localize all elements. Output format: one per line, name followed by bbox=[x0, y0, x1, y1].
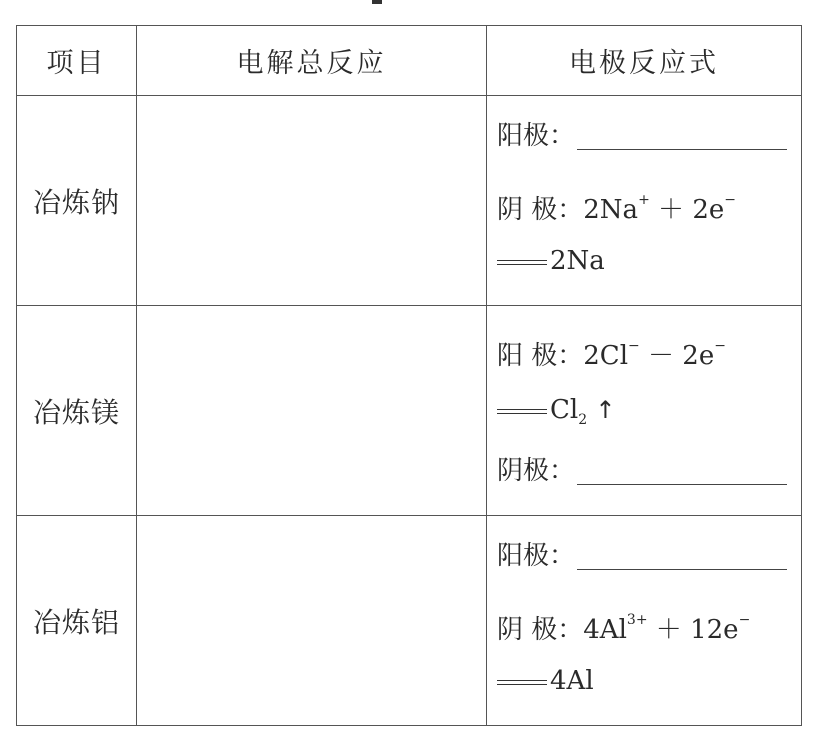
header-row bbox=[17, 26, 802, 96]
answer-blank bbox=[577, 454, 787, 485]
total-reaction-cell bbox=[137, 96, 487, 306]
table-row bbox=[17, 306, 802, 516]
electrons: － 2e bbox=[639, 341, 715, 371]
electrode-reaction-cell bbox=[487, 516, 802, 726]
anode-label: 阳极： bbox=[497, 541, 576, 571]
anode-line bbox=[497, 318, 726, 374]
row-item-aluminium: 冶炼铝 bbox=[17, 516, 137, 726]
product-line bbox=[497, 233, 605, 289]
product: Cl bbox=[550, 395, 579, 425]
anode-line bbox=[497, 528, 787, 584]
equals-sign bbox=[497, 260, 547, 265]
equals-sign bbox=[497, 680, 547, 685]
header-item: 项目 bbox=[17, 26, 137, 96]
cathode-label: 阴极： bbox=[497, 456, 576, 486]
cathode-line bbox=[497, 443, 787, 499]
reactant-al: 4Al bbox=[583, 615, 627, 645]
anode-label: 阳极： bbox=[497, 121, 576, 151]
charge: + bbox=[638, 192, 650, 208]
header-electrode-reaction: 电极反应式 bbox=[487, 26, 802, 96]
charge: − bbox=[738, 612, 751, 628]
charge: − bbox=[724, 192, 736, 208]
electrons: ＋ 12e bbox=[647, 615, 739, 645]
anode-line bbox=[497, 108, 787, 164]
answer-blank bbox=[577, 539, 787, 570]
gas-arrow-icon: ↑ bbox=[595, 396, 616, 424]
header-total-reaction: 电解总反应 bbox=[137, 26, 487, 96]
total-reaction-cell bbox=[137, 516, 487, 726]
row-item-sodium: 冶炼钠 bbox=[17, 96, 137, 306]
cathode-line bbox=[497, 592, 750, 648]
top-mark bbox=[372, 0, 382, 4]
table-row bbox=[17, 96, 802, 306]
cathode-line bbox=[497, 172, 736, 228]
charge: − bbox=[714, 338, 726, 354]
electrode-reaction-cell bbox=[487, 306, 802, 516]
equals-sign bbox=[497, 409, 547, 414]
product-line bbox=[497, 382, 616, 438]
charge: − bbox=[628, 338, 640, 354]
table-row bbox=[17, 516, 802, 726]
reactant-na: 2Na bbox=[583, 195, 639, 225]
product-line bbox=[497, 653, 594, 709]
electrons: ＋ 2e bbox=[649, 195, 725, 225]
anode-label: 阳 极： bbox=[497, 341, 584, 371]
row-item-magnesium: 冶炼镁 bbox=[17, 306, 137, 516]
electrolysis-table bbox=[16, 25, 802, 726]
cathode-label: 阴 极： bbox=[497, 615, 584, 645]
product: 4Al bbox=[550, 666, 594, 696]
subscript: 2 bbox=[578, 412, 588, 428]
product: 2Na bbox=[550, 246, 605, 276]
cathode-label: 阴 极： bbox=[497, 195, 584, 225]
charge: 3+ bbox=[626, 612, 648, 628]
answer-blank bbox=[577, 119, 787, 150]
electrode-reaction-cell bbox=[487, 96, 802, 306]
total-reaction-cell bbox=[137, 306, 487, 516]
reactant-cl: 2Cl bbox=[583, 341, 629, 371]
